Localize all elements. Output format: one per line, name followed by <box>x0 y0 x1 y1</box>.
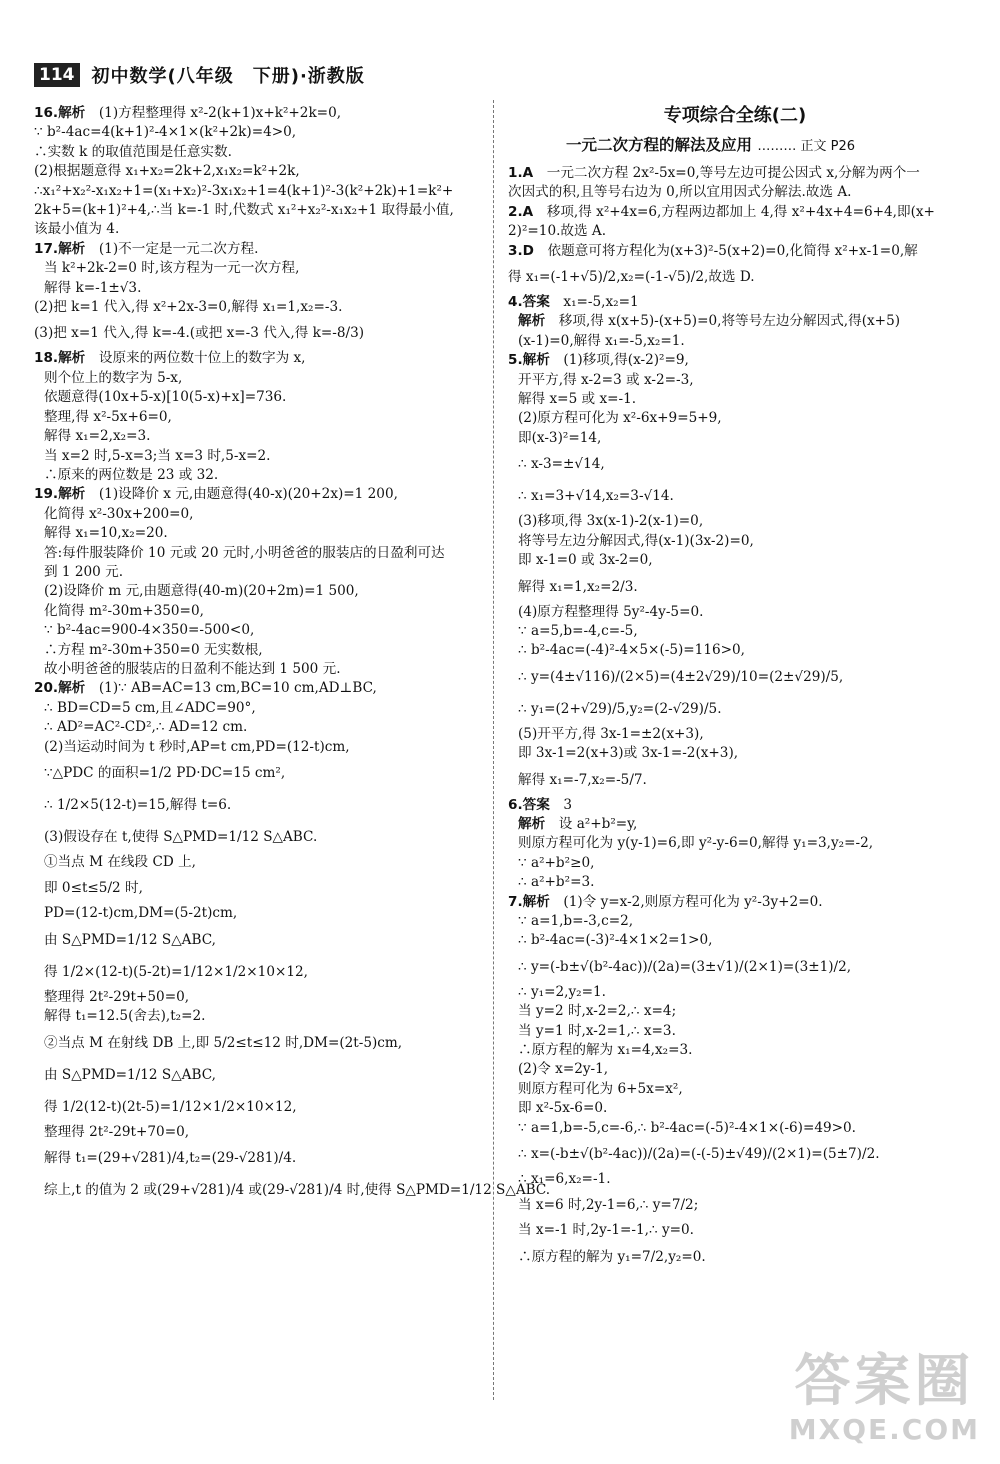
line-text: ∴ b²-4ac=(-4)²-4×5×(-5)=116>0, <box>518 642 745 659</box>
solution-line <box>508 480 962 512</box>
watermark-url: MXQE.COM <box>788 1413 980 1446</box>
line-text: 依题意可将方程化为(x+3)²-5(x+2)=0,化简得 x²+x-1=0,解 <box>547 242 918 259</box>
line-text: 整理,得 x²-5x+6=0, <box>44 408 172 425</box>
line-text: 解得 x₁=1,x₂=2/3. <box>518 578 638 595</box>
solution-line <box>508 1221 962 1240</box>
solution-line <box>34 853 482 872</box>
solution-line <box>508 332 962 351</box>
solution-line <box>34 1007 482 1026</box>
line-text: ∴ y=(-b±√(b²-4ac))/(2a)=(3±√1)/(2×1)=(3±1)/2, <box>518 958 852 975</box>
watermark <box>789 1351 980 1446</box>
solution-line <box>508 796 962 815</box>
solution-line <box>34 466 482 485</box>
line-text: 2)²=10.故选 A. <box>508 223 607 240</box>
question-label: 2.A <box>508 203 547 220</box>
line-text: 设原来的两位数十位上的数字为 x, <box>98 350 306 367</box>
question-label: 解析 <box>518 815 559 832</box>
line-text: 整理得 2t²-29t+70=0, <box>44 1123 190 1140</box>
line-text: ∴实数 k 的取值范围是任意实数. <box>34 143 232 160</box>
line-text: 答:每件服装降价 10 元或 20 元时,小明爸爸的服装店的日盈利可达 <box>44 544 445 561</box>
line-text: 综上,t 的值为 2 或(29+√281)/4 或(29-√281)/4 时,使得 S△PMD=1/12 S△ABC. <box>44 1182 551 1199</box>
line-text: ∵ b²-4ac=4(k+1)²-4×1×(k²+2k)=4>0, <box>34 124 297 141</box>
solution-line <box>34 821 482 853</box>
solution-line <box>34 1174 551 1206</box>
section-subtitle <box>508 134 962 158</box>
subtitle-text: 一元二次方程的解法及应用 <box>566 136 753 154</box>
solution-line <box>508 1060 962 1079</box>
solution-line <box>508 873 962 892</box>
solution-line <box>508 693 962 725</box>
line-text: 故小明爸爸的服装店的日盈利不能达到 1 500 元. <box>44 660 341 677</box>
line-text: 当 y=2 时,x-2=2,∴ x=4; <box>518 1003 677 1020</box>
line-text: 当 k²+2k-2=0 时,该方程为一元一次方程, <box>44 260 300 277</box>
line-text: 解得 t₁=12.5(舍去),t₂=2. <box>44 1008 206 1025</box>
line-text: (x-1)=0,解得 x₁=-5,x₂=1. <box>518 332 685 349</box>
solution-line <box>34 349 482 368</box>
question-label: 3.D <box>508 242 548 259</box>
solution-line <box>34 298 482 317</box>
solution-line <box>34 485 482 504</box>
solution-line <box>508 390 962 409</box>
solution-line <box>34 524 482 543</box>
line-text: ∴方程 m²-30m+350=0 无实数根, <box>44 641 263 658</box>
line-text: ∴ a²+b²=3. <box>518 874 595 891</box>
solution-line <box>508 622 962 641</box>
line-text: (1)令 y=x-2,则原方程可化为 y²-3y+2=0. <box>563 893 823 910</box>
question-label: 1.A <box>508 165 547 181</box>
line-text: ∵△PDC 的面积=1/2 PD·DC=15 cm², <box>44 765 286 781</box>
question-label: 16.解析 <box>34 105 99 121</box>
solution-line <box>34 240 482 259</box>
line-text: 则个位上的数字为 5-x, <box>44 369 183 386</box>
line-text: ∴ x-3=±√14, <box>518 456 605 473</box>
solution-line <box>34 582 482 601</box>
line-text: ∴ BD=CD=5 cm,且∠ADC=90°, <box>44 699 256 716</box>
solution-line <box>34 757 482 789</box>
line-text: (3)移项,得 3x(x-1)-2(x-1)=0, <box>518 513 704 530</box>
solution-line <box>508 1022 962 1041</box>
solution-line <box>34 679 482 698</box>
line-text: 2k+5=(k+1)²+4,∴当 k=-1 时,代数式 x₁²+x₂²-x₁x₂+1 取得最小值, <box>34 202 454 219</box>
solution-line <box>508 951 962 983</box>
solution-line <box>34 789 482 821</box>
line-text: (2)设降价 m 元,由题意得(40-m)(20+2m)=1 500, <box>44 583 359 600</box>
line-text: x₁=-5,x₂=1 <box>563 294 639 311</box>
solution-line <box>508 371 962 390</box>
solution-line <box>508 1170 962 1189</box>
line-text: 一元二次方程 2x²-5x=0,等号左边可提公因式 x,分解为两个一 <box>546 165 920 181</box>
page-header <box>34 60 365 90</box>
solution-line <box>34 505 482 524</box>
line-text: ∵ a=1,b=-3,c=2, <box>518 912 634 929</box>
line-text: ∴ x₁=6,x₂=-1. <box>518 1171 611 1188</box>
line-text: 则原方程可化为 y(y-1)=6,即 y²-y-6=0,解得 y₁=3,y₂=-2, <box>518 835 874 852</box>
line-text: ∴ y₁=(2+√29)/5,y₂=(2-√29)/5. <box>518 700 722 717</box>
solution-line <box>508 351 962 370</box>
line-text: 当 x=2 时,5-x=3;当 x=3 时,5-x=2. <box>44 447 271 464</box>
solution-line <box>34 427 482 446</box>
line-text: (2)根据题意得 x₁+x₂=2k+2,x₁x₂=k²+2k, <box>34 163 300 180</box>
solution-line <box>508 293 962 312</box>
line-text: ②当点 M 在射线 DB 上,即 5/2≤t≤12 时,DM=(2t-5)cm, <box>44 1034 403 1051</box>
solution-line <box>508 725 962 744</box>
line-text: ∵ a=1,b=-5,c=-6,∴ b²-4ac=(-5)²-4×1×(-6)=49>0. <box>518 1119 856 1136</box>
line-text: (1)∵ AB=AC=13 cm,BC=10 cm,AD⊥BC, <box>98 680 377 697</box>
question-label: 7.解析 <box>508 893 564 910</box>
solution-line <box>508 312 962 331</box>
solution-line <box>508 931 962 950</box>
solution-line <box>508 1041 962 1060</box>
line-text: ∴原方程的解为 x₁=4,x₂=3. <box>518 1042 693 1058</box>
line-text: (1)不一定是一元二次方程. <box>98 240 259 257</box>
solution-line <box>508 1080 962 1099</box>
solution-line <box>34 563 482 582</box>
line-text: (2)令 x=2y-1, <box>518 1061 609 1078</box>
solution-line <box>508 261 962 293</box>
solution-line <box>508 834 962 853</box>
line-text: (3)把 x=1 代入,得 k=-4.(或把 x=-3 代入,得 k=-8/3) <box>34 325 365 342</box>
page-number: 114 <box>34 63 80 87</box>
line-text: ∴ b²-4ac=(-3)²-4×1×2=1>0, <box>518 932 713 949</box>
line-text: ∴原方程的解为 y₁=7/2,y₂=0. <box>518 1248 706 1265</box>
line-text: 到 1 200 元. <box>44 563 124 580</box>
line-text: (2)原方程可化为 x²-6x+9=5+9, <box>518 410 722 427</box>
line-text: 即 3x-1=2(x+3)或 3x-1=-2(x+3), <box>518 745 739 762</box>
line-text: 当 x=-1 时,2y-1=-1,∴ y=0. <box>518 1222 694 1239</box>
line-text: (1)设降价 x 元,由题意得(40-x)(20+2x)=1 200, <box>98 486 398 503</box>
solution-line <box>34 718 482 737</box>
solution-line <box>508 429 962 448</box>
line-text: (3)假设存在 t,使得 S△PMD=1/12 S△ABC. <box>44 829 318 845</box>
solution-line <box>34 956 482 988</box>
solution-line <box>34 660 482 679</box>
solution-line <box>508 1099 962 1118</box>
line-text: 依题意得(10x+5-x)[10(5-x)+x]=736. <box>44 389 287 406</box>
solution-line <box>508 1189 962 1221</box>
solution-line <box>508 661 962 693</box>
solution-line <box>34 123 482 142</box>
line-text: 将等号左边分解因式,得(x-1)(3x-2)=0, <box>518 532 754 549</box>
column-divider <box>493 100 494 1400</box>
line-text: 开平方,得 x-2=3 或 x-2=-3, <box>518 371 694 388</box>
line-text: 化简得 x²-30x+200=0, <box>44 505 194 522</box>
line-text: 由 S△PMD=1/12 S△ABC, <box>44 1066 216 1083</box>
solution-line <box>508 641 962 660</box>
line-text: 解得 x₁=-7,x₂=-5/7. <box>518 771 647 788</box>
line-text: ∴ x=(-b±√(b²-4ac))/(2a)=(-(-5)±√49)/(2×1)=(5±7)/2. <box>518 1146 880 1163</box>
question-label: 4.答案 <box>508 294 564 311</box>
line-text: 即 x²-5x-6=0. <box>518 1100 608 1117</box>
solution-line <box>34 369 482 388</box>
question-label: 18.解析 <box>34 350 99 367</box>
line-text: PD=(12-t)cm,DM=(5-2t)cm, <box>44 905 238 922</box>
solution-line <box>508 203 962 222</box>
solution-line <box>34 220 482 239</box>
solution-line <box>34 104 482 123</box>
solution-line <box>34 1142 482 1174</box>
question-label: 解析 <box>518 313 559 330</box>
line-text: 3 <box>563 796 573 813</box>
solution-line <box>508 603 962 622</box>
solution-line <box>34 388 482 407</box>
line-text: (4)原方程整理得 5y²-4y-5=0. <box>518 603 704 620</box>
book-title: 初中数学(八年级 下册)·浙教版 <box>91 66 365 87</box>
solution-line <box>34 317 482 349</box>
line-text: (2)当运动时间为 t 秒时,AP=t cm,PD=(12-t)cm, <box>44 738 350 755</box>
line-text: 次因式的积,且等号右边为 0,所以宜用因式分解法.故选 A. <box>508 184 852 201</box>
solution-line <box>34 447 482 466</box>
right-column <box>508 104 962 1273</box>
line-text: ∵ a=5,b=-4,c=-5, <box>518 622 638 639</box>
line-text: 化简得 m²-30m+350=0, <box>44 602 204 619</box>
solution-line <box>34 544 482 563</box>
line-text: 该最小值为 4. <box>34 221 120 238</box>
solution-line <box>508 1138 962 1170</box>
line-text: 解得 k=-1±√3. <box>44 279 142 296</box>
line-text: 设 a²+b²=y, <box>558 815 638 832</box>
solution-line <box>34 699 482 718</box>
line-text: 由 S△PMD=1/12 S△ABC, <box>44 931 216 948</box>
line-text: 得 x₁=(-1+√5)/2,x₂=(-1-√5)/2,故选 D. <box>508 269 755 286</box>
line-text: (2)把 k=1 代入,得 x²+2x-3=0,解得 x₁=1,x₂=-3. <box>34 299 343 316</box>
solution-line <box>34 602 482 621</box>
solution-line <box>34 872 482 904</box>
line-text: 解得 x=5 或 x=-1. <box>518 391 637 408</box>
solution-line <box>508 512 962 531</box>
line-text: ∵ b²-4ac=900-4×350=-500<0, <box>44 622 255 639</box>
page-reference: ……… 正文 P26 <box>757 139 856 154</box>
question-label: 17.解析 <box>34 240 99 257</box>
solution-line <box>508 983 962 1002</box>
line-text: (5)开平方,得 3x-1=±2(x+3), <box>518 725 704 742</box>
solution-line <box>34 162 482 181</box>
line-text: 即 0≤t≤5/2 时, <box>44 880 143 897</box>
solution-line <box>508 448 962 480</box>
line-text: 解得 x₁=10,x₂=20. <box>44 525 168 542</box>
line-text: ∴ x₁=3+√14,x₂=3-√14. <box>518 488 674 505</box>
line-text: 解得 t₁=(29+√281)/4,t₂=(29-√281)/4. <box>44 1150 297 1167</box>
question-label: 5.解析 <box>508 352 564 369</box>
right-solutions <box>508 164 962 1273</box>
solution-line <box>508 1119 962 1138</box>
solution-line <box>508 893 962 912</box>
question-label: 20.解析 <box>34 680 99 697</box>
solution-line <box>34 641 482 660</box>
line-text: (1)移项,得(x-2)²=9, <box>563 352 689 369</box>
question-label: 6.答案 <box>508 796 564 813</box>
solution-line <box>34 924 482 956</box>
solution-line <box>34 988 482 1007</box>
question-label: 19.解析 <box>34 486 99 503</box>
solution-line <box>34 259 482 278</box>
line-text: ∴ AD²=AC²-CD²,∴ AD=12 cm. <box>44 719 248 736</box>
solution-line <box>34 904 482 923</box>
solution-line <box>508 815 962 834</box>
line-text: ①当点 M 在线段 CD 上, <box>44 854 196 870</box>
solution-line <box>508 183 962 202</box>
line-text: 当 x=6 时,2y-1=6,∴ y=7/2; <box>518 1197 699 1214</box>
solution-line <box>34 279 482 298</box>
solution-line <box>508 551 962 570</box>
line-text: ∴原来的两位数是 23 或 32. <box>44 466 219 483</box>
line-text: ∴x₁²+x₂²-x₁x₂+1=(x₁+x₂)²-3x₁x₂+1=4(k+1)²-3(k²+2k)+1=k²+ <box>34 182 454 199</box>
line-text: 当 y=1 时,x-2=1,∴ x=3. <box>518 1022 676 1039</box>
line-text: ∴ y₁=2,y₂=1. <box>518 983 606 1000</box>
line-text: 即 x-1=0 或 3x-2=0, <box>518 552 653 569</box>
line-text: ∴ y=(4±√116)/(2×5)=(4±2√29)/10=(2±√29)/5, <box>518 668 844 685</box>
line-text: 解得 x₁=2,x₂=3. <box>44 428 151 445</box>
solution-line <box>34 182 482 201</box>
solution-line <box>508 409 962 428</box>
solution-line <box>508 1241 962 1273</box>
line-text: 即(x-3)²=14, <box>518 429 602 446</box>
solution-line <box>34 408 482 427</box>
solution-line <box>34 621 482 640</box>
line-text: ∵ a²+b²≥0, <box>518 854 595 871</box>
solution-line <box>508 744 962 763</box>
line-text: 得 1/2×(12-t)(5-2t)=1/12×1/2×10×12, <box>44 963 308 980</box>
solution-line <box>34 201 482 220</box>
line-text: 则原方程可化为 6+5x=x², <box>518 1080 683 1097</box>
line-text: 移项,得 x(x+5)-(x+5)=0,将等号左边分解因式,得(x+5) <box>558 313 901 330</box>
solution-line <box>508 164 962 183</box>
solution-line <box>508 764 962 796</box>
solution-line <box>34 738 482 757</box>
solution-line <box>508 571 962 603</box>
line-text: (1)方程整理得 x²-2(k+1)x+k²+2k=0, <box>98 105 342 121</box>
solution-line <box>508 242 962 261</box>
line-text: 得 1/2(12-t)(2t-5)=1/12×1/2×10×12, <box>44 1098 297 1115</box>
solution-line <box>34 1027 482 1059</box>
watermark-logo: 答案圈 <box>794 1349 975 1414</box>
solution-line <box>34 1091 482 1123</box>
solution-line <box>34 1059 482 1091</box>
solution-line <box>508 854 962 873</box>
solution-line <box>508 532 962 551</box>
line-text: 整理得 2t²-29t+50=0, <box>44 988 190 1005</box>
line-text: 移项,得 x²+4x=6,方程两边都加上 4,得 x²+4x+4=6+4,即(x+ <box>546 203 935 220</box>
solution-line <box>34 143 482 162</box>
solution-line <box>34 1123 482 1142</box>
solution-line <box>508 222 962 241</box>
solution-line <box>508 912 962 931</box>
solution-line <box>508 1002 962 1021</box>
line-text: ∴ 1/2×5(12-t)=15,解得 t=6. <box>44 797 232 813</box>
section-title: 专项综合全练(二) <box>663 105 807 126</box>
